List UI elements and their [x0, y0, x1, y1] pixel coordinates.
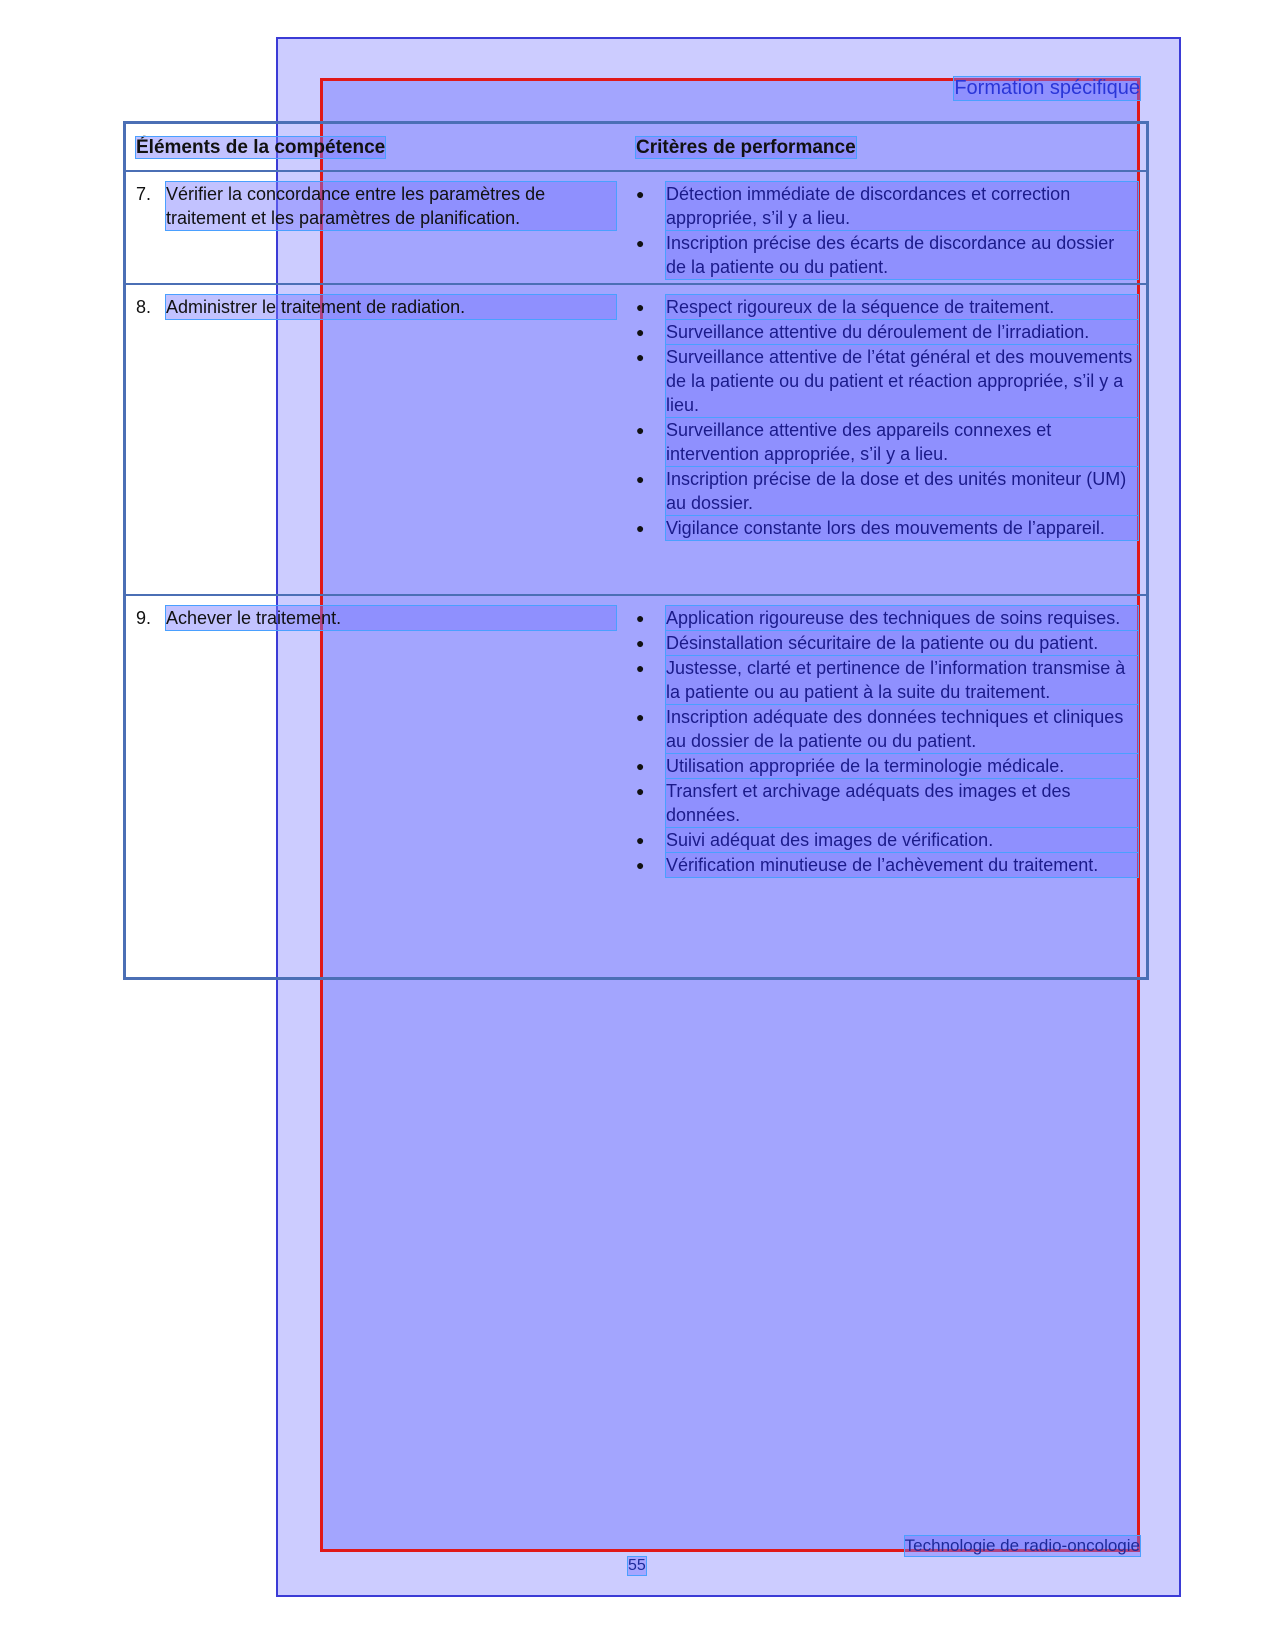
criterion-text: Suivi adéquat des images de vérification.	[666, 828, 1138, 852]
bullet-icon: ●	[636, 783, 645, 799]
competence-element	[136, 172, 636, 230]
element-text: Achever le traitement.	[166, 606, 616, 630]
list-item	[636, 631, 1138, 655]
element-number: 9.	[136, 608, 152, 628]
bullet-icon: ●	[636, 324, 645, 340]
list-item	[636, 418, 1138, 466]
criterion-text: Application rigoureuse des techniques de soins requises.	[666, 606, 1138, 630]
header-criteria: Critères de performance	[636, 136, 856, 158]
criterion-text: Surveillance attentive de l’état général et des mouvements de la patiente ou du patient et réaction appropriée, s’il y a lieu.	[666, 345, 1138, 417]
criterion-text: Respect rigoureux de la séquence de traitement.	[666, 295, 1138, 319]
running-header: Formation spécifique	[954, 77, 1140, 99]
table-row	[126, 285, 1146, 596]
list-item	[636, 231, 1138, 279]
criteria-list	[636, 172, 1138, 279]
table-header-row	[126, 124, 1146, 172]
list-item	[636, 606, 1138, 630]
element-text: Vérifier la concordance entre les paramètres de traitement et les paramètres de planification.	[166, 182, 616, 230]
criterion-text: Inscription précise de la dose et des unités moniteur (UM) au dossier.	[666, 467, 1138, 515]
bullet-icon: ●	[636, 299, 645, 315]
bullet-icon: ●	[636, 235, 645, 251]
criterion-text: Surveillance attentive des appareils connexes et intervention appropriée, s’il y a lieu.	[666, 418, 1138, 466]
list-item	[636, 828, 1138, 852]
criterion-text: Inscription adéquate des données techniques et cliniques au dossier de la patiente ou du patient.	[666, 705, 1138, 753]
list-item	[636, 467, 1138, 515]
page-number: 55	[628, 1557, 646, 1574]
criteria-list	[636, 596, 1138, 877]
list-item	[636, 320, 1138, 344]
list-item	[636, 754, 1138, 778]
running-footer: Technologie de radio-oncologie	[904, 1536, 1140, 1555]
bullet-icon: ●	[636, 349, 645, 365]
bullet-icon: ●	[636, 635, 645, 651]
criterion-text: Vérification minutieuse de l’achèvement du traitement.	[666, 853, 1138, 877]
element-number: 8.	[136, 297, 152, 317]
competence-element	[136, 596, 636, 630]
criterion-text: Utilisation appropriée de la terminologie médicale.	[666, 754, 1138, 778]
bullet-icon: ●	[636, 709, 645, 725]
criterion-text: Vigilance constante lors des mouvements de l’appareil.	[666, 516, 1138, 540]
list-item	[636, 779, 1138, 827]
criterion-text: Inscription précise des écarts de discordance au dossier de la patiente ou du patient.	[666, 231, 1138, 279]
list-item	[636, 656, 1138, 704]
element-number: 7.	[136, 184, 152, 204]
bullet-icon: ●	[636, 610, 645, 626]
criterion-text: Détection immédiate de discordances et correction appropriée, s’il y a lieu.	[666, 182, 1138, 230]
list-item	[636, 345, 1138, 417]
criterion-text: Surveillance attentive du déroulement de l’irradiation.	[666, 320, 1138, 344]
header-elements: Éléments de la compétence	[136, 136, 386, 158]
criterion-text: Transfert et archivage adéquats des images et des données.	[666, 779, 1138, 827]
list-item	[636, 182, 1138, 230]
criterion-text: Désinstallation sécuritaire de la patiente ou du patient.	[666, 631, 1138, 655]
bullet-icon: ●	[636, 520, 645, 536]
list-item	[636, 853, 1138, 877]
table-row	[126, 172, 1146, 285]
list-item	[636, 516, 1138, 540]
bullet-icon: ●	[636, 832, 645, 848]
bullet-icon: ●	[636, 471, 645, 487]
bullet-icon: ●	[636, 857, 645, 873]
list-item	[636, 295, 1138, 319]
criteria-list	[636, 285, 1138, 540]
competence-element	[136, 285, 636, 319]
bullet-icon: ●	[636, 422, 645, 438]
criterion-text: Justesse, clarté et pertinence de l’information transmise à la patiente ou au patient à la suite du traitement.	[666, 656, 1138, 704]
bullet-icon: ●	[636, 758, 645, 774]
list-item	[636, 705, 1138, 753]
bullet-icon: ●	[636, 186, 645, 202]
element-text: Administrer le traitement de radiation.	[166, 295, 616, 319]
table-row	[126, 596, 1146, 977]
bullet-icon: ●	[636, 660, 645, 676]
competence-table	[123, 121, 1149, 980]
